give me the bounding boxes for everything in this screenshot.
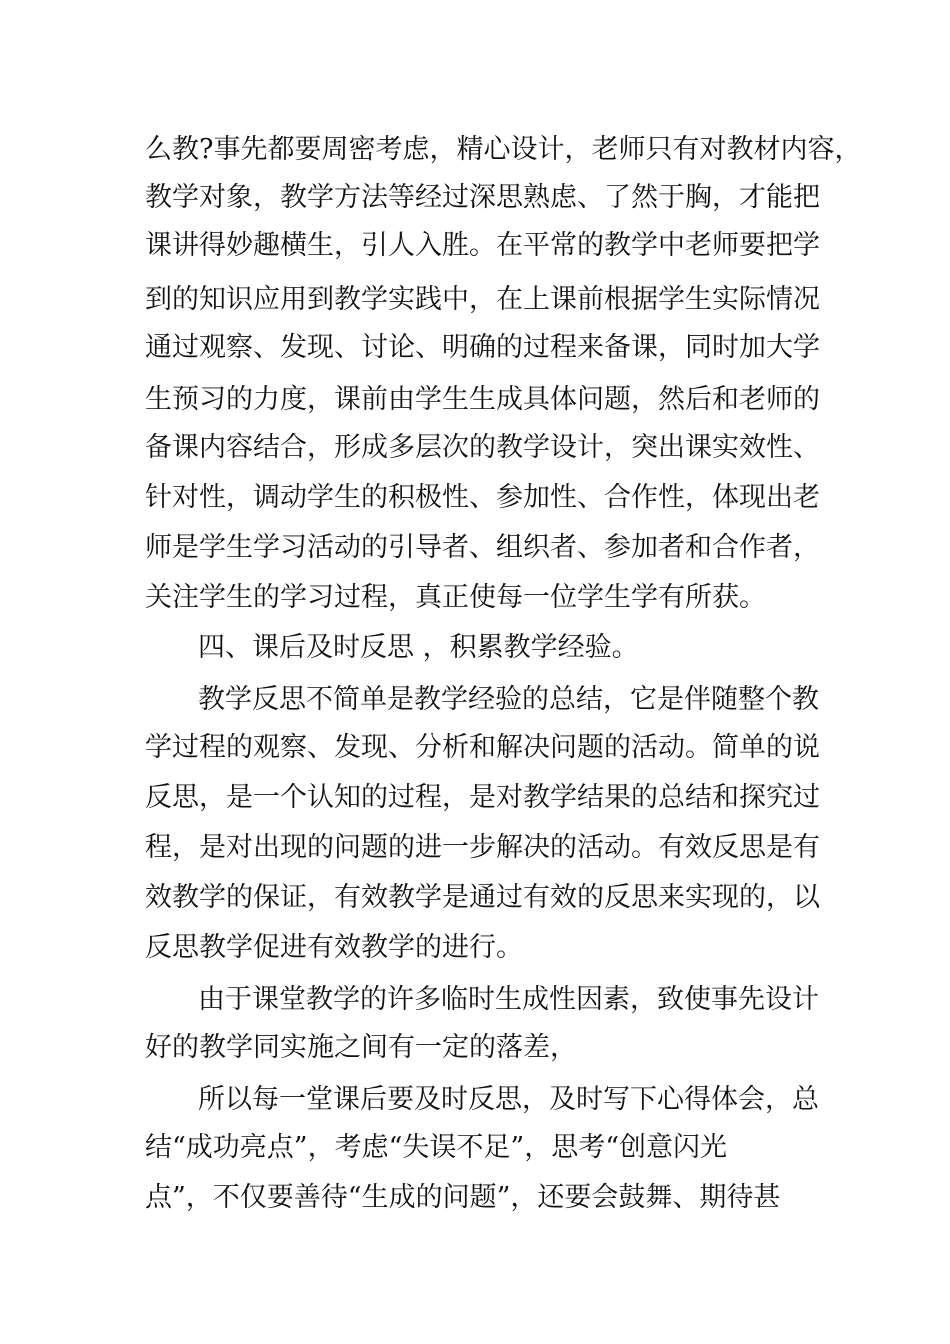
text-line: 反思教学促进有效教学的进行。	[145, 932, 523, 963]
text-line: 教学对象，教学方法等经过深思熟虑、了然于胸，才能把	[145, 182, 820, 213]
section-heading: 四、课后及时反思 ，积累教学经验。	[198, 632, 639, 663]
text-line: 结“成功亮点”，考虑“失误不足”，思考“创意闪光	[145, 1132, 728, 1163]
text-line: 针对性，调动学生的积极性、参加性、合作性，体现出老	[145, 482, 820, 513]
text-line: 课讲得妙趣横生，引人入胜。在平常的教学中老师要把学	[145, 230, 820, 261]
text-line: 效教学的保证，有效教学是通过有效的反思来实现的，以	[145, 882, 820, 913]
text-line: 程，是对出现的问题的进一步解决的活动。有效反思是有	[145, 832, 820, 863]
text-line: 由于课堂教学的许多临时生成性因素，致使事先设计	[198, 984, 819, 1015]
text-line: 师是学生学习活动的引导者、组织者、参加者和合作者，	[145, 532, 820, 563]
text-line: 所以每一堂课后要及时反思，及时写下心得体会，总	[198, 1084, 819, 1115]
text-line: 教学反思不简单是教学经验的总结，它是伴随整个教	[198, 684, 819, 715]
text-line: 通过观察、发现、讨论、明确的过程来备课，同时加大学	[145, 332, 820, 363]
text-line: 好的教学同实施之间有一定的落差，	[145, 1032, 577, 1063]
text-line: 关注学生的学习过程，真正使每一位学生学有所获。	[145, 582, 766, 613]
text-line: 生预习的力度，课前由学生生成具体问题，然后和老师的	[145, 384, 820, 415]
text-line: 么教?事先都要周密考虑，精心设计，老师只有对教材内容，	[145, 134, 862, 165]
text-line: 学过程的观察、发现、分析和解决问题的活动。简单的说	[145, 732, 820, 763]
text-line: 反思，是一个认知的过程，是对教学结果的总结和探究过	[145, 782, 820, 813]
text-line: 到的知识应用到教学实践中，在上课前根据学生实际情况	[145, 284, 820, 315]
text-line: 备课内容结合，形成多层次的教学设计，突出课实效性、	[145, 432, 820, 463]
text-line: 点”，不仅要善待“生成的问题”，还要会鼓舞、期待甚	[145, 1182, 781, 1213]
